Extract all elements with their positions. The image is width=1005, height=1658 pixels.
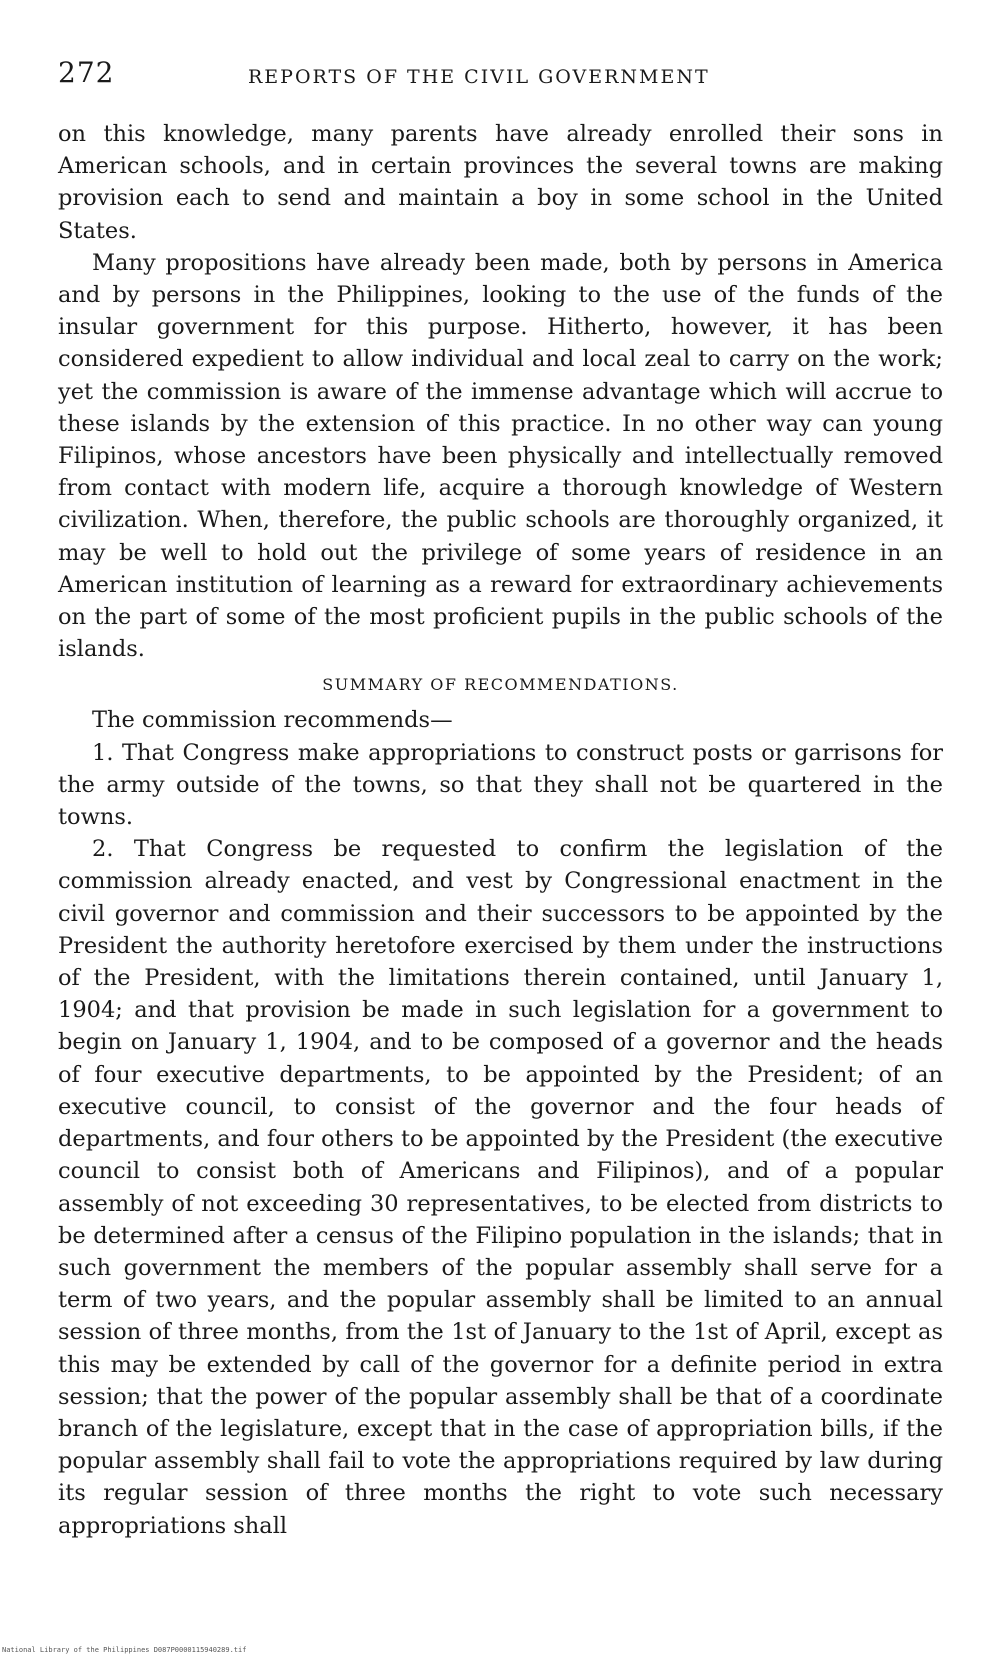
paragraph-continuation: on this knowledge, many parents have already enrolled their sons in American schools, and in certain provinces the several towns are making provision each to send and maintain a boy in some school in the United States. [58,121,943,244]
running-head: REPORTS OF THE CIVIL GOVERNMENT [248,66,710,88]
page-header [58,56,938,96]
page-number: 272 [58,56,115,89]
section-heading: SUMMARY OF RECOMMENDATIONS. [322,675,679,695]
recommendation-1: 1. That Congress make appropriations to construct posts or garrisons for the army outside of the towns, so that they shall not be quartered in the towns. [58,739,943,831]
recommendation-2: 2. That Congress be requested to confirm the legislation of the commission already enacted, and vest by Congressional enactment in the civil governor and commission and their successors to be appointed by the President the authority heretofore exercised by them under the instructions of the President, with the limitations therein contained, until January 1, 1904; and that provision be made in such legislation for a government to begin on January 1, 1904, and to be composed of a governor and the heads of four executive departments, to be appointed by the President; of an executive council, to consist of the governor and the four heads of departments, and four others to be appointed by the President (the executive council to consist both of Americans and Filipinos), and of a popular assembly of not exceeding 30 representatives, to be elected from districts to be determined after a census of the Filipino population in the islands; that in such government the members of the popular assembly shall serve for a term of two years, and the popular assembly shall be limited to an annual session of three months, from the 1st of January to the 1st of April, except as this may be extended by call of the governor for a definite period in extra session; that the power of the popular assembly shall be that of a coordinate branch of the legislature, except that in the case of appropriation bills, if the popular assembly shall fail to vote the appropriations required by law during its regular session of three months the right to vote such necessary appropriations shall [58,836,944,1539]
scan-stamp: National Library of the Philippines D087P0000115940289.tif [2,1646,247,1654]
body-text [58,118,943,1542]
recommendations-intro: The commission recommends— [92,707,453,734]
paragraph-propositions: Many propositions have already been made, both by persons in America and by persons in the Philippines, looking to the use of the funds of the insular government for this purpose. Hitherto, however, it has been considered expedient to allow individual and local zeal to carry on the work; yet the commission is aware of the immense advantage which will accrue to these islands by the extension of this practice. In no other way can young Filipinos, whose ancestors have been physically and intellectually removed from contact with modern life, acquire a thorough knowledge of Western civilization. When, therefore, the public schools are thoroughly organized, it may be well to hold out the privilege of some years of residence in an American institution of learning as a reward for extraordinary achievements on the part of some of the most proficient pupils in the public schools of the islands. [58,249,943,663]
